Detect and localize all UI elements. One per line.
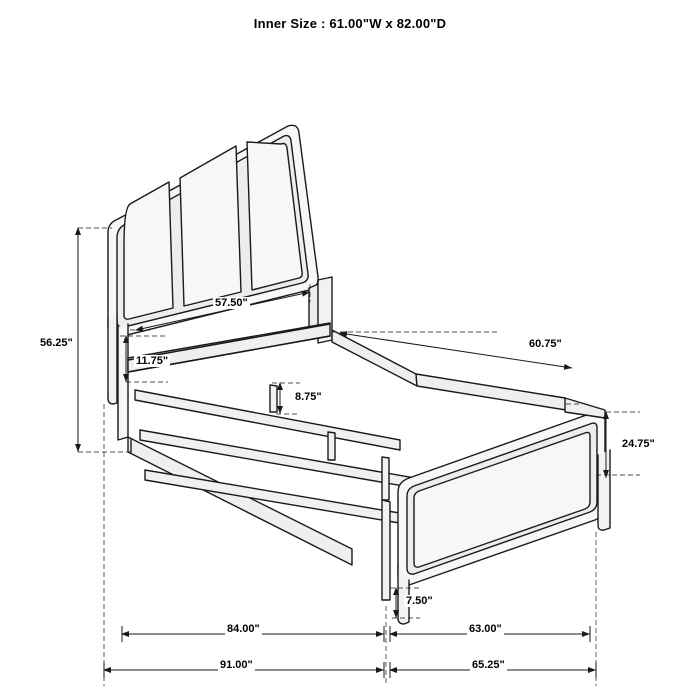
dim-label-overall-width-right: 65.25" — [472, 659, 505, 671]
dim-label-leg-height: 7.50" — [406, 595, 433, 607]
bed-outline — [108, 125, 610, 624]
dim-label-depth-left: 84.00" — [227, 623, 260, 635]
dim-label-slat-height: 8.75" — [295, 391, 322, 403]
dim-label-overall-height: 56.25" — [40, 337, 73, 349]
dim-label-headboard-clearance: 11.75" — [136, 355, 169, 367]
dim-label-footboard-height: 24.75" — [622, 438, 655, 450]
dim-label-overall-depth-left: 91.00" — [220, 659, 253, 671]
dim-label-side-rail-length: 60.75" — [529, 338, 562, 350]
dim-label-headboard-width: 57.50" — [215, 297, 248, 309]
dim-label-depth-right: 63.00" — [469, 623, 502, 635]
page-title: Inner Size : 61.00"W x 82.00"D — [253, 16, 447, 31]
